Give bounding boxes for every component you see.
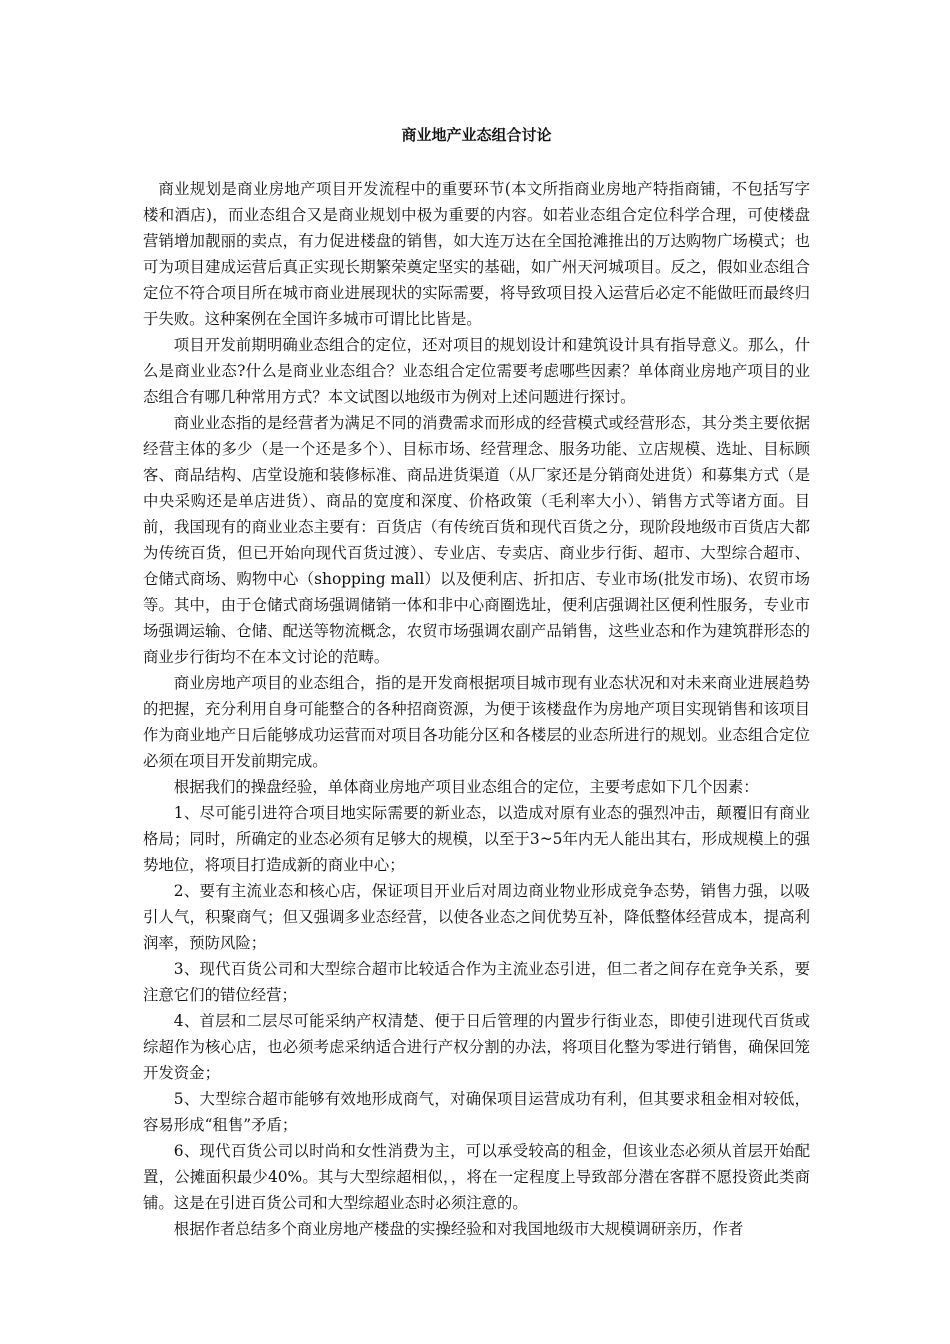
list-item-factor-3: 3、现代百货公司和大型综合超市比较适合作为主流业态引进，但二者之间存在竞争关系，要注意它们的错位经营；: [143, 960, 810, 1004]
paragraph-factors-intro: 根据我们的操盘经验，单体商业房地产项目业态组合的定位，主要考虑如下几个因素：: [173, 778, 759, 796]
list-item-factor-1: 1、尽可能引进符合项目地实际需要的新业态，以造成对原有业态的强烈冲击，颠覆旧有商业格局；同时，所确定的业态必须有足够大的规模，以至于3~5年内无人能出其右，形成规模上的强势地位，将项目打造成新的商业中心；: [143, 804, 810, 874]
paragraph-intro: 商业规划是商业房地产项目开发流程中的重要环节(本文所指商业房地产特指商铺，不包括写字楼和酒店)，而业态组合又是商业规划中极为重要的内容。如若业态组合定位科学合理，可使楼盘营销增加靓丽的卖点，有力促进楼盘的销售，如大连万达在全国抢滩推出的万达购物广场模式；也可为项目建成运营后真正实现长期繁荣奠定坚实的基础，如广州天河城项目。反之，假如业态组合定位不符合项目所在城市商业进展现状的实际需要，将导致项目投入运营后必定不能做旺而最终归于失败。这种案例在全国许多城市可谓比比皆是。: [143, 180, 810, 328]
paragraph-positioning-significance: 项目开发前期明确业态组合的定位，还对项目的规划设计和建筑设计具有指导意义。那么，什么是商业业态?什么是商业业态组合？业态组合定位需要考虑哪些因素？单体商业房地产项目的业态组合有哪几种常用方式？本文试图以地级市为例对上述问题进行探讨。: [143, 336, 810, 406]
list-item-factor-2: 2、要有主流业态和核心店，保证项目开业后对周边商业物业形成竞争态势，销售力强，以吸引人气，积聚商气；但又强调多业态经营，以使各业态之间优势互补，降低整体经营成本，提高利润率，预防风险；: [143, 882, 810, 952]
document-title: 商业地产业态组合讨论: [401, 126, 552, 144]
paragraph-business-format-definition: 商业业态指的是经营者为满足不同的消费需求而形成的经营模式或经营形态，其分类主要依据经营主体的多少（是一个还是多个）、目标市场、经营理念、服务功能、立店规模、选址、目标顾客、商品结构、店堂设施和装修标准、商品进货渠道（从厂家还是分销商处进货）和募集方式（是中央采购还是单店进货）、商品的宽度和深度、价格政策（毛利率大小）、销售方式等诸方面。目前，我国现有的商业业态主要有：百货店（有传统百货和现代百货之分，现阶段地级市百货店大都为传统百货，但已开始向现代百货过渡）、专业店、专卖店、商业步行街、超市、大型综合超市、仓储式商场、购物中心（shopping mall）以及便利店、折扣店、专业市场(批发市场)、农贸市场等。其中，由于仓储式商场强调储销一体和非中心商圈选址，便利店强调社区便利性服务，专业市场强调运输、仓储、配送等物流概念，农贸市场强调农副产品销售，这些业态和作为建筑群形态的商业步行街均不在本文讨论的范畴。: [143, 414, 810, 666]
paragraph-format-combination-definition: 商业房地产项目的业态组合，指的是开发商根据项目城市现有业态状况和对未来商业进展趋势的把握，充分利用自身可能整合的各种招商资源，为便于该楼盘作为房地产项目实现销售和该项目作为商业地产日后能够成功运营而对项目各功能分区和各楼层的业态所进行的规划。业态组合定位必须在项目开发前期完成。: [143, 674, 810, 770]
list-item-factor-5: 5、大型综合超市能够有效地形成商气，对确保项目运营成功有利，但其要求租金相对较低，容易形成“租售”矛盾；: [143, 1090, 810, 1134]
list-item-factor-6: 6、现代百货公司以时尚和女性消费为主，可以承受较高的租金，但该业态必须从首层开始配置，公摊面积最少40%。其与大型综超相似，，将在一定程度上导致部分潜在客群不愿投资此类商铺。这是在引进百货公司和大型综超业态时必须注意的。: [143, 1142, 810, 1212]
paragraph-conclusion-start: 根据作者总结多个商业房地产楼盘的实操经验和对我国地级市大规模调研亲历，作者: [173, 1220, 744, 1238]
list-item-factor-4: 4、首层和二层尽可能采纳产权清楚、便于日后管理的内置步行街业态，即使引进现代百货或综超作为核心店，也必须考虑采纳适合进行产权分割的办法，将项目化整为零进行销售，确保回笼开发资金；: [143, 1012, 810, 1082]
